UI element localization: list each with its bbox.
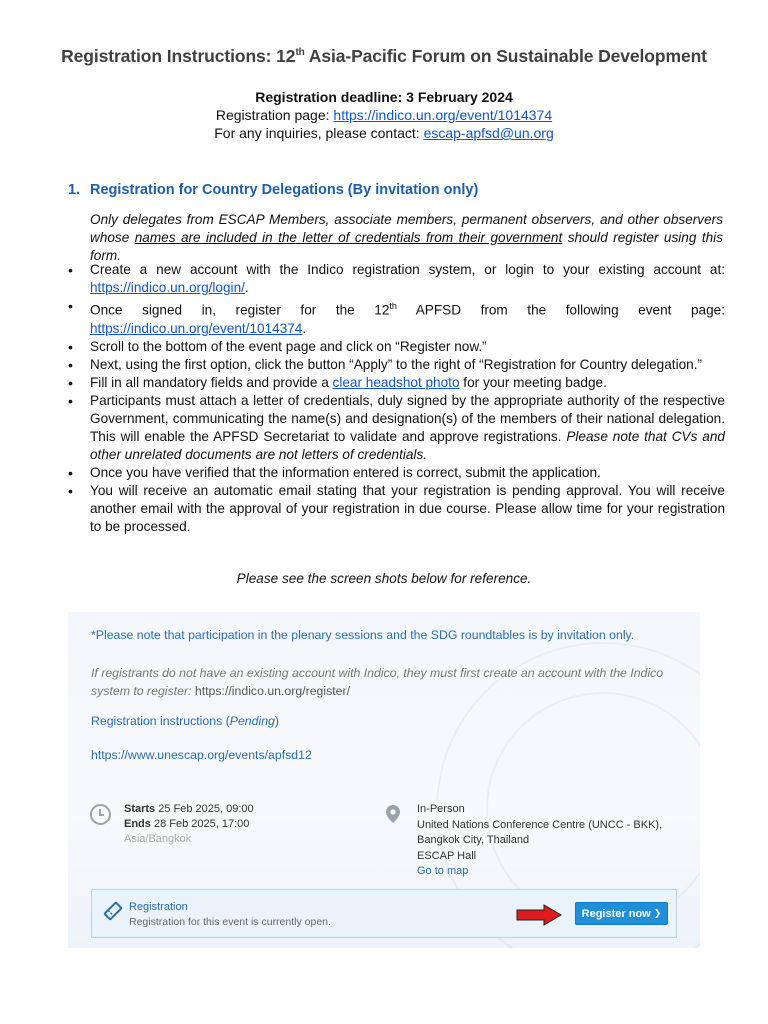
event-page-screenshot — [68, 612, 700, 948]
event-venue: In-Person United Nations Conference Centre (UNCC - BKK), Bangkok City, Thailand ESCAP Hall Go to map — [417, 802, 662, 880]
login-link[interactable]: https://indico.un.org/login/ — [90, 280, 245, 295]
event-page-link[interactable]: https://indico.un.org/event/1014374 — [90, 320, 303, 336]
registration-meta — [0, 88, 768, 142]
reference-note: Please see the screen shots below for reference. — [236, 571, 532, 586]
list-item: • Once you have verified that the information entered is correct, submit the application. — [68, 464, 725, 482]
registration-instructions-link[interactable]: Registration instructions (Pending) — [91, 714, 279, 728]
location-pin-icon — [386, 805, 400, 823]
invitation-note: *Please note that participation in the plenary sessions and the SDG roundtables is by invitation only. — [91, 628, 635, 642]
list-item: • Next, using the first option, click the button “Apply” to the right of “Registration for Country delegation.” — [68, 356, 725, 374]
event-dates: Starts 25 Feb 2025, 09:00 Ends 28 Feb 2025, 17:00 Asia/Bangkok — [124, 803, 254, 845]
list-item: • Fill in all mandatory fields and provide a clear headshot photo for your meeting badge. — [68, 374, 725, 392]
red-arrow-icon — [516, 904, 562, 926]
list-item: • Create a new account with the Indico registration system, or login to your existing account at: https://indico.un.org/login/. — [68, 261, 725, 297]
inquiry-line: For any inquiries, please contact: escap-apfsd@un.org — [214, 125, 554, 141]
register-url[interactable]: https://indico.un.org/register/ — [194, 684, 351, 698]
registration-page-line: Registration page: https://indico.un.org/event/1014374 — [215, 107, 553, 123]
document-title: Registration Instructions: 12th Asia-Pacific Forum on Sustainable Development — [61, 46, 707, 66]
registration-panel-status: Registration for this event is currently open. — [129, 916, 331, 928]
account-note: If registrants do not have an existing account with Indico, they must first create an account with the Indico system to register: https://indico.un.org/register/ — [91, 666, 664, 698]
timezone: Asia/Bangkok — [124, 833, 192, 845]
ticket-icon — [102, 900, 124, 922]
list-item: • You will receive an automatic email stating that your registration is pending approval. You will receive another email with the approval of your registration in due course. Please allow time for your registration to be processed. — [68, 482, 725, 536]
list-item: • Participants must attach a letter of credentials, duly signed by the appropriate authority of the respective Government, communicating the name(s) and designation(s) of the members of their national delegation. This will enable the APFSD Secretariat to validate and approve registrations. Please note that CVs and other unrelated documents are not letters of credentials. — [68, 392, 725, 464]
register-now-button[interactable]: Register now ❯ — [575, 902, 668, 925]
registration-panel-title: Registration — [129, 901, 188, 913]
chevron-right-icon: ❯ — [653, 908, 662, 918]
registration-panel — [91, 889, 677, 938]
section-intro: Only delegates from ESCAP Members, associate members, permanent observers, and other observers whose names are included in the letter of credentials from their government should register using this form. — [90, 212, 724, 263]
go-to-map-link[interactable]: Go to map — [417, 865, 469, 877]
inquiry-email-link[interactable]: escap-apfsd@un.org — [423, 125, 554, 141]
headshot-photo-link[interactable]: clear headshot photo — [332, 374, 460, 390]
instruction-list — [68, 261, 725, 536]
section-heading-country-delegations: 1. Registration for Country Delegations (By invitation only) — [68, 182, 479, 198]
list-item: • Once signed in, register for the 12th APFSD from the following event page: https://indico.un.org/event/1014374. — [68, 297, 725, 338]
registration-deadline: Registration deadline: 3 February 2024 — [255, 89, 513, 105]
event-website-link[interactable]: https://www.unescap.org/events/apfsd12 — [91, 748, 312, 762]
list-item: • Scroll to the bottom of the event page and click on “Register now.” — [68, 338, 725, 356]
clock-icon — [90, 804, 111, 825]
registration-page-link[interactable]: https://indico.un.org/event/1014374 — [333, 107, 553, 123]
